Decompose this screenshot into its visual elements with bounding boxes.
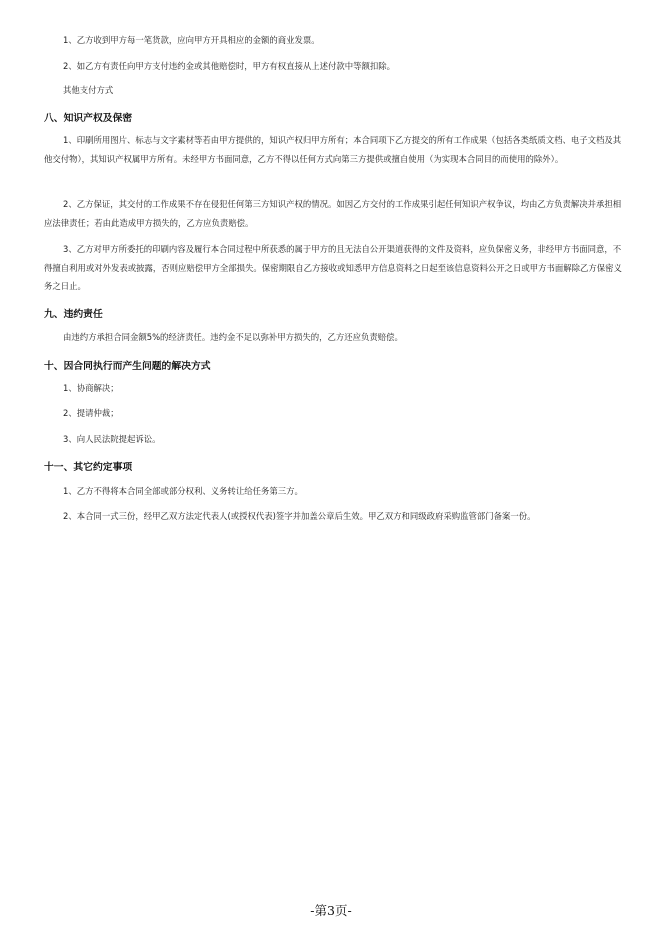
section-9-title: 九、违约责任 <box>44 309 103 320</box>
section-10-item-3: 3、向人民法院提起诉讼。 <box>63 434 161 444</box>
section-8-title: 八、知识产权及保密 <box>44 113 133 124</box>
section-10-item-1: 1、协商解决； <box>63 383 119 393</box>
page-number: -第3页- <box>310 903 352 918</box>
section-9-text: 由违约方承担合同金额5%的经济责任。违约金不足以弥补甲方损失的，乙方还应负责赔偿。 <box>63 332 403 342</box>
section-11-item-2: 2、本合同一式三份，经甲乙双方法定代表人(或授权代表)签字并加盖公章后生效。甲乙双方和同级政府采购监管部门备案一份。 <box>63 511 536 521</box>
section-8-item-3: 3、乙方对甲方所委托的印刷内容及履行本合同过程中所获悉的属于甲方的且无法自公开渠道获得的文件及资料，应负保密义务，非经甲方书面同意，不得擅自利用或对外发表或披露，否则应赔偿甲方全部损失。保密期限自乙方接收或知悉甲方信息资料之日起至该信息资料公开之日或甲方书面解除乙方保密义务之日止。 <box>44 244 622 291</box>
section-11-title: 十一、其它约定事项 <box>44 462 133 473</box>
section-10-title: 十、因合同执行而产生问题的解决方式 <box>44 361 211 372</box>
payment-clause-1: 1、乙方收到甲方每一笔货款，应向甲方开具相应的金额的商业发票。 <box>63 35 320 45</box>
section-10-item-2: 2、提请仲裁； <box>63 408 119 418</box>
other-payment-methods: 其他支付方式 <box>63 85 114 95</box>
payment-clause-2: 2、如乙方有责任向甲方支付违约金或其他赔偿时，甲方有权直接从上述付款中等额扣除。 <box>63 61 395 71</box>
section-11-item-1: 1、乙方不得将本合同全部或部分权利、义务转让给任务第三方。 <box>63 486 303 496</box>
section-8-item-1: 1、印刷所用图片、标志与文字素材等若由甲方提供的，知识产权归甲方所有；本合同项下乙方提交的所有工作成果（包括各类纸质文档、电子文档及其他交付物），其知识产权属甲方所有。未经甲方书面同意，乙方不得以任何方式向第三方提供或擅自使用（为实现本合同目的而使用的除外）。 <box>44 135 622 164</box>
section-8-item-2: 2、乙方保证，其交付的工作成果不存在侵犯任何第三方知识产权的情况。如因乙方交付的工作成果引起任何知识产权争议，均由乙方负责解决并承担相应法律责任；若由此造成甲方损失的，乙方应负责赔偿。 <box>44 199 622 228</box>
